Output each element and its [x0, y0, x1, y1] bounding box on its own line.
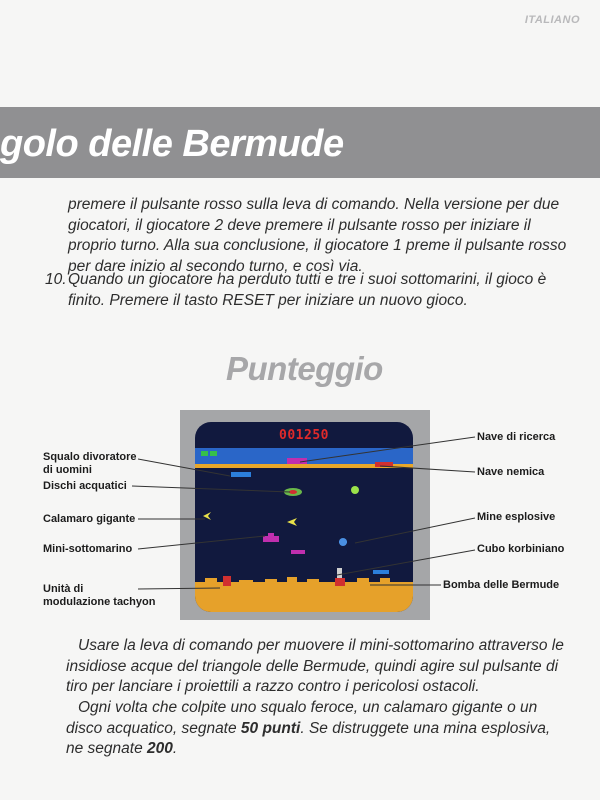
instruction-continued-paragraph: premere il pulsante rosso sulla leva di comando. Nella versione per due giocatori, il giocatore 2 deve premere il pulsante rosso per iniziare il proprio turno. Alla sua conclusione, il giocatore 1 preme il pulsante rosso per dare inizio al secondo turno, e così via.	[68, 196, 567, 275]
points-200: 200	[147, 740, 173, 757]
leader-shark	[138, 459, 230, 476]
scoring-paragraph-2	[66, 698, 571, 760]
label-research-ship: Nave di ricerca	[477, 431, 556, 443]
scoring-paragraph-1	[66, 636, 571, 698]
item-number: 10.	[45, 271, 67, 288]
banner-title: golo delle Bermude	[0, 123, 344, 165]
leader-research-ship	[300, 437, 475, 462]
game-score: 001250	[279, 428, 329, 443]
item-text: Quando un giocatore ha perduto tutti e tre i suoi sottomarini, il gioco è finito. Premere il tasto RESET per iniziare un nuovo gioco.	[68, 271, 547, 309]
language-label: ITALIANO	[524, 14, 580, 26]
leader-mini-sub	[138, 536, 265, 549]
label-shark: Squalo divoratore di uomini	[43, 451, 137, 476]
paragraph-2-start: Ogni volta che colpite uno squalo feroce, un calamaro gigante o un disco acquatico, segnate	[66, 699, 538, 737]
label-cube: Cubo korbiniano	[477, 543, 565, 555]
leader-discs	[132, 486, 290, 492]
label-enemy-ship: Nave nemica	[477, 466, 545, 478]
leader-cube	[337, 550, 475, 575]
label-bomb: Bomba delle Bermude	[443, 579, 560, 591]
label-unit: Unità di modulazione tachyon	[43, 583, 156, 608]
paragraph-2-end: .	[172, 740, 178, 757]
leader-mines	[355, 518, 475, 543]
label-mini-sub: Mini-sottomarino	[43, 543, 133, 555]
scoring-title: Punteggio	[226, 350, 383, 387]
label-discs: Dischi acquatici	[43, 480, 127, 492]
label-mines: Mine esplosive	[477, 511, 556, 523]
paragraph-1-text: Usare la leva di comando per muovere il mini-sottomarino attraverso le insidiose acque del triangole delle Bermude, quindi agire sul pulsante di tiro per lanciare i proiettili a razzo contro i pericolosi ostacoli.	[66, 637, 564, 695]
label-squid: Calamaro gigante	[43, 513, 136, 525]
paragraph-2-mid: . Se distruggete una mina esplosiva, ne segnate	[66, 719, 551, 757]
leader-enemy-ship	[380, 466, 475, 472]
points-50: 50 punti	[240, 719, 301, 737]
